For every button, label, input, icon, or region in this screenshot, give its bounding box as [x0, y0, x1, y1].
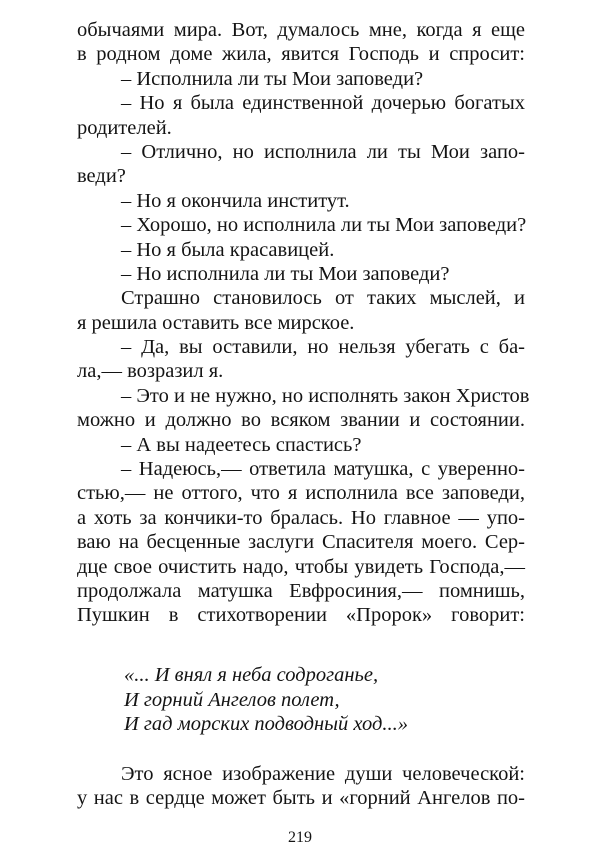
text-line: ваю на бесценные заслуги Спасителя моего. Сер-: [77, 531, 525, 554]
text-line: – Это и не нужно, но исполнять закон Христов: [121, 384, 530, 407]
text-line: веди?: [77, 165, 126, 188]
text-line: – А вы надеетесь спастись?: [121, 433, 362, 456]
text-line: – Надеюсь,— ответила матушка, с уверенно-: [121, 458, 525, 481]
text-line: – Но я была красавицей.: [121, 238, 335, 261]
text-line: а хоть за кончики-то бралась. Но главное — упо-: [77, 506, 525, 529]
text-line: Страшно становилось от таких мыслей, и: [121, 287, 525, 310]
text-line: дце свое очистить надо, чтобы увидеть Господа,—: [77, 555, 525, 578]
closing-text: [77, 762, 525, 811]
text-line: родителей.: [77, 116, 172, 139]
text-line: – Но я окончила институт.: [121, 189, 350, 212]
text-line: – Но я была единственной дочерью богатых: [121, 92, 525, 115]
text-line: в родном доме жила, явится Господь и спросит:: [77, 43, 525, 66]
text-line: стью,— не оттого, что я исполнила все заповеди,: [77, 482, 525, 505]
poem-line: И горний Ангелов полет,: [124, 688, 340, 711]
text-line: Это ясное изображение души человеческой:: [121, 763, 525, 785]
poem-quote: [124, 663, 504, 737]
text-line: Пушкин в стихотворении «Пророк» говорит:: [77, 604, 525, 627]
text-line: – Отлично, но исполнила ли ты Мои запо-: [121, 140, 525, 163]
text-line: – Исполнила ли ты Мои заповеди?: [121, 67, 424, 90]
text-line: – Хорошо, но исполнила ли ты Мои заповеди?: [121, 214, 527, 237]
text-line: ла,— возразил я.: [77, 360, 224, 383]
text-line: – Но исполнила ли ты Мои заповеди?: [121, 262, 450, 285]
text-line: – Да, вы оставили, но нельзя убегать с ба-: [121, 336, 525, 359]
poem-line: И гад морских подводный ход...»: [124, 713, 408, 735]
text-line: я решила оставить все мирское.: [77, 311, 355, 334]
text-line: можно и должно во всяком звании и состоянии.: [77, 409, 525, 432]
poem-line: «... И внял я неба содроганье,: [124, 664, 379, 686]
page-number: 219: [288, 829, 312, 846]
text-line: у нас в сердце может быть и «горний Ангелов по-: [77, 787, 525, 810]
text-line: продолжала матушка Евфросиния,— помнишь,: [77, 579, 525, 602]
main-text: [77, 18, 530, 628]
text-line: обычаями мира. Вот, думалось мне, когда я еще: [77, 19, 525, 41]
